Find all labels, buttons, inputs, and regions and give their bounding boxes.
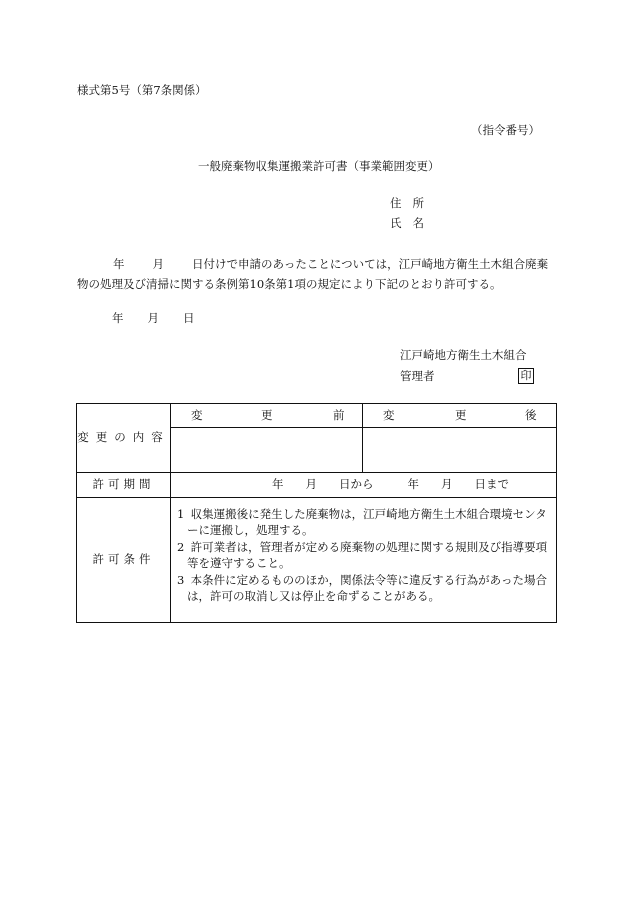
condition-text: 収集運搬後に発生した廃棄物は，江戸崎地方衛生土木組合環境センターに運搬し，処理する。	[187, 507, 547, 537]
period-year-2: 年	[407, 477, 419, 492]
condition-text: 本条件に定めるもののほか，関係法令等に違反する行為があった場合は，許可の取消し又は停止を命ずることがある。	[187, 573, 548, 603]
issue-day: 日	[183, 311, 195, 325]
issue-date	[112, 312, 195, 326]
before-char-3: 前	[333, 408, 345, 422]
name-label: 氏名	[390, 216, 435, 230]
before-change-value	[171, 428, 363, 473]
issue-month: 月	[147, 311, 159, 325]
before-char-2: 更	[261, 408, 273, 422]
condition-number: 2	[177, 540, 185, 554]
change-content-label: 変更の内容	[77, 404, 171, 473]
details-table	[76, 403, 557, 623]
seal-stamp: 印	[518, 368, 534, 384]
body-text: 日付けで申請のあったことについては，江戸崎地方衛生土木組合廃棄物の処理及び清掃に関する条例第10条第1項の規定により下記のとおり許可する。	[77, 257, 549, 291]
address-label: 住所	[390, 196, 435, 210]
after-char-2: 更	[455, 408, 467, 422]
issuer-organization: 江戸崎地方衛生土木組合	[400, 348, 527, 362]
form-number: 様式第5号（第7条関係）	[77, 83, 207, 97]
after-change-header	[363, 404, 557, 428]
condition-number: 3	[177, 573, 185, 587]
period-from: 日から	[339, 477, 374, 492]
permit-conditions	[171, 498, 557, 623]
body-paragraph	[77, 254, 557, 294]
designation-number: （指令番号）	[471, 123, 540, 137]
condition-item	[177, 539, 550, 571]
period-until: 日まで	[474, 477, 509, 492]
after-char-1: 変	[383, 408, 395, 422]
after-char-3: 後	[525, 408, 537, 422]
permit-conditions-label: 許可条件	[77, 498, 171, 623]
period-year-1: 年	[272, 477, 284, 492]
period-month-2: 月	[441, 477, 453, 492]
before-change-header	[171, 404, 363, 428]
issue-year: 年	[112, 311, 124, 325]
condition-text: 許可業者は，管理者が定める廃棄物の処理に関する規則及び指導要項等を遵守すること。	[187, 540, 548, 570]
before-char-1: 変	[191, 408, 203, 422]
condition-number: 1	[177, 507, 185, 521]
permit-period-label: 許可期間	[77, 473, 171, 498]
condition-item	[177, 572, 550, 604]
condition-item	[177, 506, 550, 538]
document-title: 一般廃棄物収集運搬業許可書（事業範囲変更）	[198, 159, 440, 173]
body-year: 年	[113, 257, 125, 271]
permit-period-value	[171, 473, 557, 498]
body-month: 月	[152, 257, 164, 271]
period-month-1: 月	[305, 477, 317, 492]
after-change-value	[363, 428, 557, 473]
issuer-administrator: 管理者	[400, 369, 435, 383]
